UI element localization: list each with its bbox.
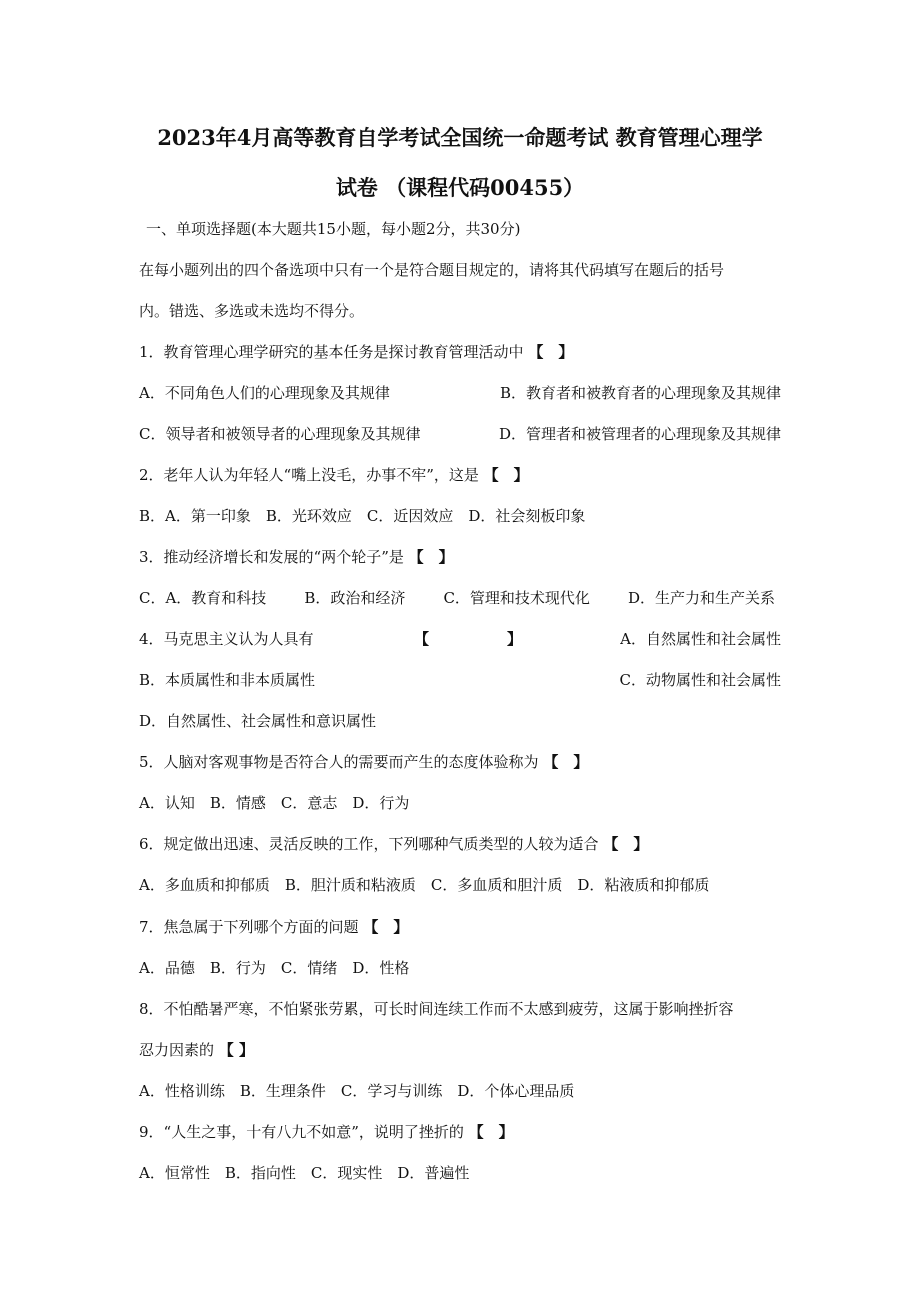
question-1-options-row-2 — [139, 424, 781, 444]
question-2-stem — [139, 465, 529, 485]
answer-bracket: 【 】 — [483, 466, 529, 484]
answer-bracket: 【 】 — [468, 1123, 514, 1141]
question-4-option-a: A．自然属性和社会属性 — [620, 630, 781, 648]
question-5-options: A．认知 B．情感 C．意志 D．行为 — [139, 794, 410, 812]
question-4-stem — [139, 629, 781, 649]
question-5-text: 5．人脑对客观事物是否符合人的需要而产生的态度体验称为 — [139, 753, 544, 771]
question-7-options: A．品德 B．行为 C．情绪 D．性格 — [139, 959, 410, 977]
question-2-options: B．A．第一印象 B．光环效应 C．近因效应 D．社会刻板印象 — [139, 507, 586, 525]
question-8-stem-line-2 — [139, 1040, 254, 1060]
question-7-text: 7．焦急属于下列哪个方面的问题 — [139, 918, 364, 936]
question-8-text: 忍力因素的 — [139, 1041, 219, 1059]
question-6-stem — [139, 834, 648, 854]
answer-bracket: 【 】 — [408, 548, 454, 566]
question-4-option-b: B．本质属性和非本质属性 — [139, 671, 316, 689]
question-9-options: A．恒常性 B．指向性 C．现实性 D．普遍性 — [139, 1164, 470, 1182]
question-1-option-b: B．教育者和被教育者的心理现象及其规律 — [499, 384, 781, 402]
question-4-options-row — [139, 670, 781, 690]
answer-bracket: 【 】 — [543, 753, 589, 771]
question-6-text: 6．规定做出迅速、灵活反映的工作，下列哪种气质类型的人较为适合 — [139, 835, 604, 853]
question-9-stem — [139, 1122, 514, 1142]
instruction-line-1: 在每小题列出的四个备选项中只有一个是符合题目规定的，请将其代码填写在题后的括号 — [139, 261, 725, 279]
question-3-options — [139, 588, 775, 608]
question-8-options: A．性格训练 B．生理条件 C．学习与训练 D．个体心理品质 — [139, 1082, 575, 1100]
answer-bracket-right: 】 — [507, 630, 523, 648]
question-6-options: A．多血质和抑郁质 B．胆汁质和粘液质 C．多血质和胆汁质 D．粘液质和抑郁质 — [139, 876, 710, 894]
question-1-option-d: D．管理者和被管理者的心理现象及其规律 — [498, 425, 781, 443]
instruction-line-2: 内。错选、多选或未选均不得分。 — [139, 302, 365, 320]
question-9-text: 9．“人生之事，十有八九不如意”，说明了挫折的 — [139, 1123, 469, 1141]
answer-bracket: 【 】 — [218, 1041, 255, 1059]
question-3-option-d: D．生产力和生产关系 — [627, 589, 775, 607]
question-3-option-a: C．A．教育和科技 — [139, 589, 267, 607]
question-1-option-a: A．不同角色人们的心理现象及其规律 — [139, 384, 390, 402]
section-heading: 一、单项选择题(本大题共15小题，每小题2分，共30分) — [146, 220, 521, 238]
question-4-option-c: C．动物属性和社会属性 — [619, 671, 781, 689]
question-3-stem — [139, 547, 454, 567]
question-2-text: 2．老年人认为年轻人“嘴上没毛，办事不牢”，这是 — [139, 466, 484, 484]
question-3-text: 3．推动经济增长和发展的“两个轮子”是 — [139, 548, 409, 566]
question-1-options-row-1 — [139, 383, 781, 403]
answer-bracket: 【 】 — [363, 918, 409, 936]
question-4-option-d: D．自然属性、社会属性和意识属性 — [139, 712, 377, 730]
exam-title-line-2: 试卷 （课程代码00455） — [335, 175, 585, 200]
answer-bracket: 【 】 — [603, 835, 649, 853]
answer-bracket: 【 】 — [528, 343, 574, 361]
question-4-text: 4．马克思主义认为人具有 — [139, 630, 314, 648]
answer-bracket-left: 【 — [414, 630, 430, 648]
question-8-stem-line-1: 8．不怕酷暑严寒，不怕紧张劳累，可长时间连续工作而不太感到疲劳，这属于影响挫折容 — [139, 1000, 734, 1018]
exam-title-line-1: 2023年4月高等教育自学考试全国统一命题考试 教育管理心理学 — [157, 125, 763, 150]
question-1-option-c: C．领导者和被领导者的心理现象及其规律 — [139, 425, 421, 443]
question-3-option-c: C．管理和技术现代化 — [443, 589, 590, 607]
question-1-stem — [139, 342, 573, 362]
question-7-stem — [139, 917, 408, 937]
question-1-text: 1．教育管理心理学研究的基本任务是探讨教育管理活动中 — [139, 343, 529, 361]
question-5-stem — [139, 752, 588, 772]
question-3-option-b: B．政治和经济 — [304, 589, 406, 607]
